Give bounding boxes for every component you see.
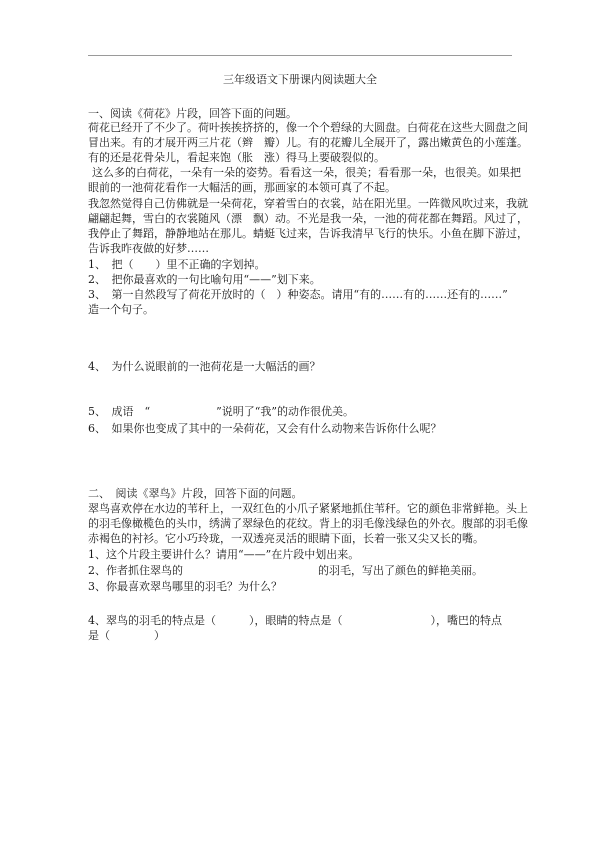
section2-question-1: 1、这个片段主要讲什么？请用“——”在片段中划出来。 (88, 548, 360, 561)
section1-question-3: 3、 第一自然段写了荷花开放时的（ ）种姿态。请用“有的……有的……还有的……” (88, 288, 508, 301)
section2-passage-line: 的羽毛像橄榄色的头巾，绣满了翠绿色的花纹。背上的羽毛像浅绿色的外衣。腹部的羽毛像 (88, 517, 528, 530)
section2-question-4-continued: 是（ ） (88, 629, 165, 642)
section1-question-5-start: 5、 成语 “ (88, 405, 151, 418)
section2-question-4: 4、翠鸟的羽毛的特点是（ ），眼睛的特点是（ ），嘴巴的特点 (88, 614, 502, 627)
header-rule (88, 55, 512, 56)
section2-heading: 二、 阅读《翠鸟》片段，回答下面的问题。 (88, 487, 303, 500)
section2-passage-line: 赤褐色的衬衫。它小巧玲珑，一双透亮灵活的眼睛下面，长着一张又尖又长的嘴。 (88, 532, 484, 545)
section2-question-2-end: 的羽毛，写出了颜色的鲜艳美丽。 (318, 564, 483, 577)
section1-question-3-continued: 造一个句子。 (88, 303, 154, 316)
page-title: 三年级语文下册课内阅读题大全 (223, 73, 377, 86)
section1-passage-line: 告诉我昨夜做的好梦…… (88, 242, 209, 255)
section1-passage-line: 我忽然觉得自己仿佛就是一朵荷花，穿着雪白的衣裳，站在阳光里。一阵微风吹过来，我就 (88, 197, 528, 210)
section2-question-2-start: 2、作者抓住翠鸟的 (88, 564, 183, 577)
section1-question-5-end: ”说明了“我”的动作很优美。 (216, 405, 354, 418)
section1-question-2: 2、 把你最喜欢的一句比喻句用“——”划下来。 (88, 273, 321, 286)
section1-passage-line: 冒出来。有的才展开两三片花（辫 瓣）儿。有的花瓣儿全展开了，露出嫩黄色的小莲蓬。 (88, 136, 528, 149)
section1-passage-line: 我停止了舞蹈，静静地站在那儿。蜻蜓飞过来，告诉我清早飞行的快乐。小鱼在脚下游过， (88, 227, 528, 240)
section1-passage-line: 眼前的一池荷花看作一大幅活的画，那画家的本领可真了不起。 (88, 181, 396, 194)
section1-passage-line: 这么多的白荷花，一朵有一朵的姿势。看看这一朵，很美；看看那一朵，也很美。如果把 (92, 166, 521, 179)
section1-passage-line: 翩翩起舞，雪白的衣裳随风（漂 飘）动。不光是我一朵，一池的荷花都在舞蹈。风过了， (88, 212, 528, 225)
section1-passage-line: 荷花已经开了不少了。荷叶挨挨挤挤的，像一个个碧绿的大圆盘。白荷花在这些大圆盘之间 (88, 121, 528, 134)
section1-question-5 (88, 405, 354, 419)
section1-passage-line: 有的还是花骨朵儿，看起来饱（胀 涨）得马上要破裂似的。 (88, 151, 385, 164)
section2-question-3: 3、你最喜欢翠鸟哪里的羽毛？为什么？ (88, 580, 282, 593)
section1-heading: 一、阅读《荷花》片段，回答下面的问题。 (88, 107, 297, 120)
section2-question-2 (88, 564, 483, 578)
section2-passage-line: 翠鸟喜欢停在水边的苇秆上，一双红色的小爪子紧紧地抓住苇秆。它的颜色非常鲜艳。头上 (88, 502, 528, 515)
section1-question-6: 6、 如果你也变成了其中的一朵荷花，又会有什么动物来告诉你什么呢？ (88, 422, 442, 435)
section1-question-4: 4、 为什么说眼前的一池荷花是一大幅活的画？ (88, 360, 321, 373)
section1-question-1: 1、 把（ ）里不正确的字划掉。 (88, 258, 266, 271)
